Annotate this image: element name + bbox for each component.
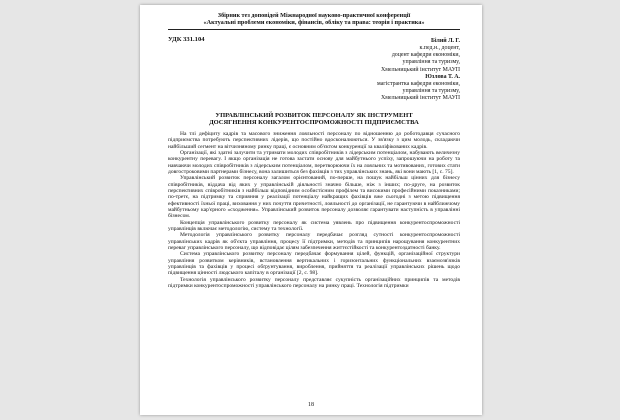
body-paragraph: Методологія управлінського розвитку персоналу передбачає розгляд сутності конкурентоспроможності управлінських кадрів як об'єкта управління, процесу її підтримки, методів та принципів нарощування конкурентних переваг управлінського персоналу, що відповідає цілям забезпечення життєстійкості та конкурентоздатності банку. (168, 232, 460, 252)
body-paragraph: Управлінський розвиток персоналу загалом орієнтований, по-перше, на пошук найбільш цінних для бізнесу співробітників, віддача від яких у управлінській діяльності значно більше, ніж з інших; по-друге, на розвиток перспективних співробітників з найбільш відповідним особистісним профілем та високими професійними показниками; по-третє, на підтримку та сприяння у реалізації потенціалу найкращих фахівців вже сьогодні з метою підвищення ефективності їхньої праці, виховання у них почуття причетності, лояльності до організації, не гарантуючи в найближчому майбутньому кар'єрного «сходження». Управлінський розвиток персоналу дозволяє гарантувати наступність в управлінні бізнесом. (168, 175, 460, 220)
author-affiliation-line: доцент кафедри економіки, (391, 52, 460, 59)
author-block-2 (168, 74, 460, 103)
title-line-1: УПРАВЛІНСЬКИЙ РОЗВИТОК ПЕРСОНАЛУ ЯК ІНСТРУМЕНТ (215, 111, 413, 119)
author-affiliation-line: к.пед.н., доцент, (419, 45, 460, 52)
author-affiliation-line: Хмельницький інститут МАУП (380, 95, 460, 102)
body-paragraph: Концепція управлінського розвитку персоналу як система уявлень про підвищення конкурентоспроможності управлінців включає методологію, систему та технології. (168, 219, 460, 232)
header-line-2: «Актуальні проблеми економіки, фінансів, обліку та права: теорія і практика» (203, 19, 425, 27)
udk-code: УДК 331.104 (168, 35, 205, 43)
author-name: Білий Л. Г. (431, 37, 460, 44)
body-paragraph: Технологія управлінського розвитку персоналу представляє сукупність організаційних принципів та методів підтримки конкурентоспроможності управлінського персоналу на ринку праці. Технологія підтримки (168, 276, 460, 290)
page-content (168, 12, 460, 415)
body-paragraph: На тлі дефіциту кадрів та масового зниження лояльності персоналу по відношенню до роботодавця сучасного підприємства потребують перспективних лідерів, що постійно вдосконалюються. У зв'язку з цим молодь, складаючи найбільший сегмент на вітчизняному ринку праці, є основним об'єктом конкуренції за кваліфікованих кадрів. (168, 130, 460, 150)
article-title (168, 112, 460, 127)
running-header (168, 12, 460, 30)
author-affiliation-line: магістрантка кафедри економіки, (376, 81, 460, 88)
body-paragraph: Організації, які здатні залучити та утримати молодих співробітників з лідерським потенціалом, набувають величезну конкурентну перевагу. І якщо організація не готова застати основу для майбутнього успіху, запрошуючи на роботу та навчаючи молодих співробітників з лідерським потенціалом, перетворюючи їх на лояльних та мотивованих, готових стати довгостроковими партнерами бізнесу, вона залишиться без фахівців з тих управлінських знань, які вони мають [1, с. 75]. (168, 149, 460, 175)
article-body (168, 131, 460, 290)
author-affiliation-line: Хмельницький інститут МАУП (380, 66, 460, 73)
author-affiliation-line: управління та туризму, (402, 88, 460, 95)
title-line-2: ДОСЯГНЕННЯ КОНКУРЕНТОСПРОМОЖНОСТІ ПІДПРИЄМСТВА (209, 119, 419, 127)
body-paragraph: Система управлінського розвитку персоналу передбачає формування цілей, функцій, організаційної структури управління розвитком керівників, встановлення вертикальних і горизонтальних функціональних взаємозв'язків управлінців та фахівців у процесі обґрунтування, вироблення, прийняття та реалізації управлінських рішень щодо підвищення цінності людського капіталу в організації [2, с. 98]. (168, 251, 460, 277)
document-page (140, 5, 482, 415)
header-line-1: Збірник тез доповідей Міжнародної науково-практичної конференції (217, 12, 411, 19)
page-number: 18 (308, 402, 314, 408)
author-block-1 (168, 35, 460, 74)
author-affiliation-line: управління та туризму, (402, 59, 460, 66)
author-name: Юзлова Т. А. (425, 73, 460, 80)
